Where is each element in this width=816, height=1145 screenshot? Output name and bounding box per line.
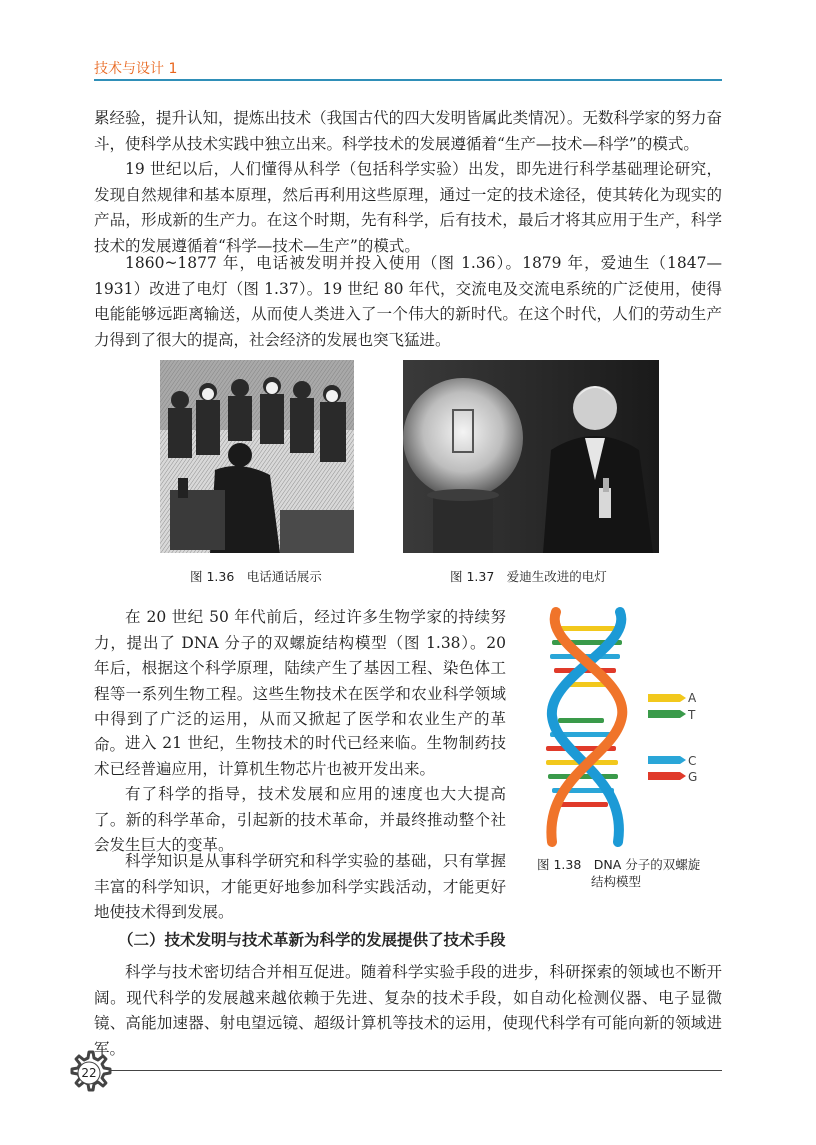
legend-label-c: C — [688, 754, 697, 768]
paragraph-6: 有了科学的指导，技术发展和应用的速度也大大提高了。新的科学革命，引起新的技术革命，并最终推动整个社会发生巨大的变革。 — [94, 785, 506, 854]
figure-telephone-demonstration — [160, 360, 354, 553]
page-number: 22 — [81, 1066, 97, 1080]
figure-dna-helix — [528, 606, 722, 850]
dna-strand-blue — [552, 612, 621, 842]
paragraph-3: 1860~1877 年，电话被发明并投入使用（图 1.36）。1879 年，爱迪生（1847—1931）改进了电灯（图 1.37）。19 世纪 80 年代，交流电及交流电系统的广泛使用，使得电能能够远距离输送，从而使人类进入了一个伟大的新时代。在这个时代，人们的劳动生产力得到了很大的提高，社会经济的发展也突飞猛进。 — [94, 254, 722, 349]
figure-138-caption-line-2: 结构模型 — [591, 874, 642, 889]
header-title: 技术与设计 1 — [94, 61, 178, 77]
figure-137-caption: 图 1.37 爱迪生改进的电灯 — [450, 569, 607, 584]
dna-legend — [648, 691, 697, 784]
figure-136-caption: 图 1.36 电话通话展示 — [190, 569, 322, 584]
paragraph-8: 科学与技术密切结合并相互促进。随着科学实验手段的进步，科研探索的领域也不断开阔。现代科学的发展越来越依赖于先进、复杂的技术手段，如自动化检测仪器、电子显微镜、高能加速器、射电望远镜、超级计算机等技术的运用，使现代科学有可能向新的领域进军。 — [94, 963, 722, 1058]
edison-lamp-photo — [403, 360, 659, 553]
paragraph-5: 进入 21 世纪，生物技术的时代已经来临。生物制药技术已经普遍应用，计算机生物芯片也被开发出来。 — [94, 734, 506, 778]
paragraph-7: 科学知识是从事科学研究和科学实验的基础，只有掌握丰富的科学知识，才能更好地参加科学实践活动，才能更好地使技术得到发展。 — [94, 852, 506, 921]
paragraph-2: 19 世纪以后，人们懂得从科学（包括科学实验）出发，即先进行科学基础理论研究，发现自然规律和基本原理，然后再利用这些原理，通过一定的技术途径，使其转化为现实的产品，形成新的生产力。在这个时期，先有科学，后有技术，最后才将其应用于生产，科学技术的发展遵循着“科学—技术—生产”的模式。 — [94, 160, 722, 255]
section-heading: （二）技术发明与技术革新为科学的发展提供了技术手段 — [118, 931, 506, 949]
legend-label-g: G — [688, 770, 698, 784]
figure-138-caption-line-1: 图 1.38 DNA 分子的双螺旋 — [537, 857, 701, 872]
dna-double-helix-diagram — [528, 606, 722, 850]
legend-label-a: A — [688, 691, 697, 705]
telephone-engraving-image — [160, 360, 354, 553]
figure-edison-lamp — [403, 360, 659, 553]
footer-rule — [104, 1070, 722, 1071]
paragraph-4: 在 20 世纪 50 年代前后，经过许多生物学家的持续努力，提出了 DNA 分子的双螺旋结构模型（图 1.38）。20 年后，根据这个科学原理，陆续产生了基因工程、染色体工程等一系列生物工程。这些生物技术在医学和农业科学领域中得到了广泛的运用，从而又掀起了医学和农业生产的革命。 — [94, 608, 506, 754]
legend-label-t: T — [688, 708, 696, 722]
paragraph-1: 累经验，提升认知，提炼出技术（我国古代的四大发明皆属此类情况）。无数科学家的努力奋斗，使科学从技术实践中独立出来。科学技术的发展遵循着“生产—技术—科学”的模式。 — [94, 109, 722, 153]
header-rule — [94, 79, 722, 81]
